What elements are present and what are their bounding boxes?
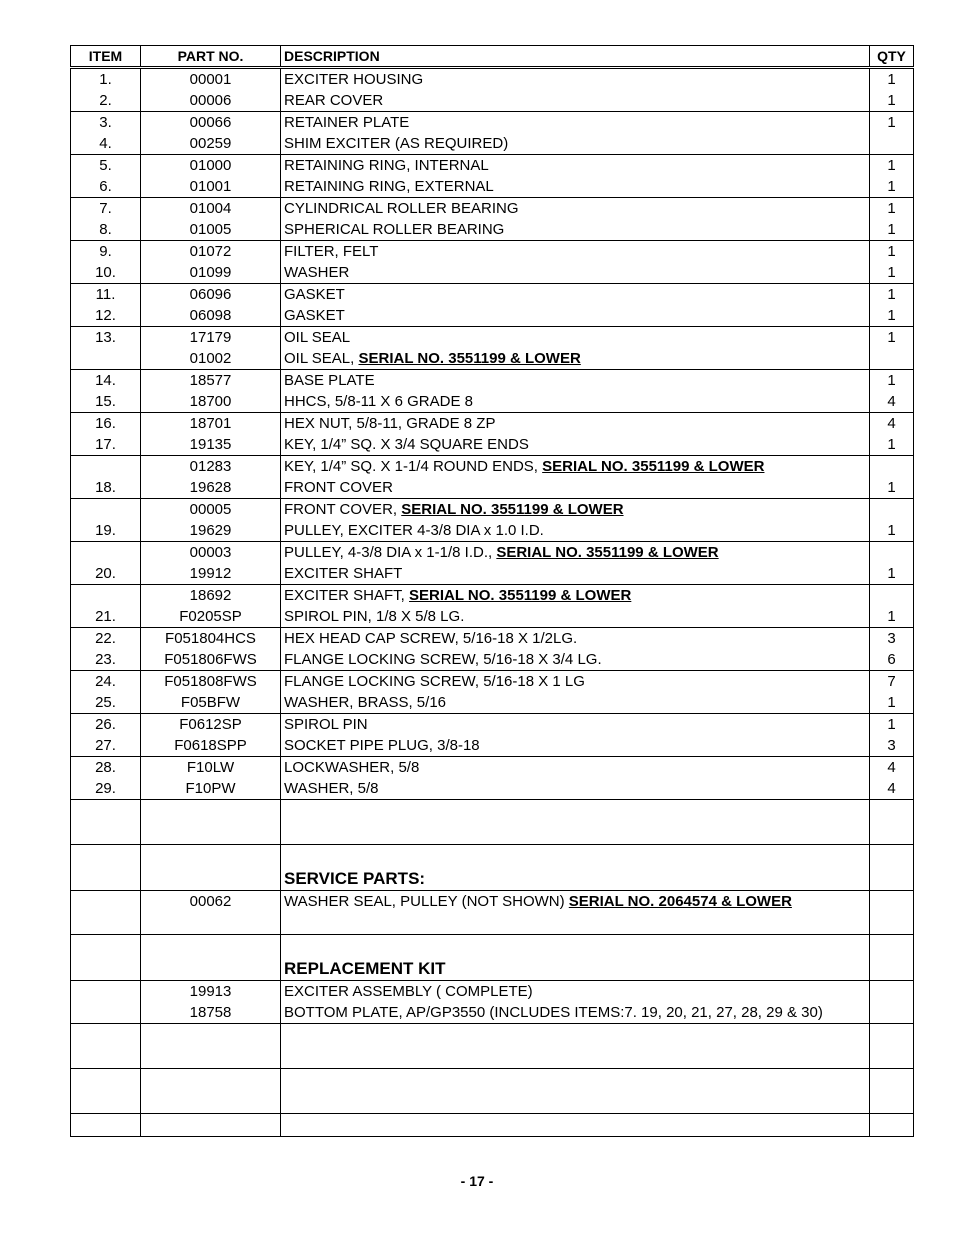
part-description: OIL SEAL <box>281 327 870 349</box>
table-row <box>71 327 914 349</box>
part-description: SPIROL PIN <box>281 714 870 736</box>
item-header: ITEM <box>71 46 141 68</box>
table-row <box>71 778 914 800</box>
service-parts-heading: SERVICE PARTS: <box>281 845 870 891</box>
part-number: 19629 <box>141 520 281 542</box>
quantity: 1 <box>870 112 914 134</box>
part-description: BOTTOM PLATE, AP/GP3550 (INCLUDES ITEMS:7. 19, 20, 21, 27, 28, 29 & 30) <box>281 1002 870 1024</box>
part-number: 06096 <box>141 284 281 306</box>
item-number: 27. <box>71 735 141 757</box>
part-number: 01002 <box>141 348 281 370</box>
serial-note: SERIAL NO. 3551199 & LOWER <box>542 458 765 475</box>
quantity: 1 <box>870 68 914 91</box>
table-row <box>71 348 914 370</box>
table-row <box>71 198 914 220</box>
parts-group <box>71 198 914 241</box>
part-number: 19628 <box>141 477 281 499</box>
table-row <box>71 1002 914 1024</box>
item-number: 11. <box>71 284 141 306</box>
part-number: F051806FWS <box>141 649 281 671</box>
part-number: F0618SPP <box>141 735 281 757</box>
part-description: OIL SEAL, SERIAL NO. 3551199 & LOWER <box>281 348 870 370</box>
item-number: 6. <box>71 176 141 198</box>
part-description: EXCITER SHAFT, SERIAL NO. 3551199 & LOWER <box>281 585 870 607</box>
service-parts-heading-group <box>71 845 914 891</box>
item-number: 10. <box>71 262 141 284</box>
table-row <box>71 112 914 134</box>
qty-header: QTY <box>870 46 914 68</box>
part-number: 19912 <box>141 563 281 585</box>
part-description: KEY, 1/4” SQ. X 1-1/4 ROUND ENDS, SERIAL NO. 3551199 & LOWER <box>281 456 870 478</box>
quantity: 4 <box>870 413 914 435</box>
part-number: 00003 <box>141 542 281 564</box>
parts-group <box>71 628 914 671</box>
table-row <box>71 891 914 913</box>
table-row <box>71 262 914 284</box>
part-number: 00259 <box>141 133 281 155</box>
table-row <box>71 413 914 435</box>
part-description: EXCITER ASSEMBLY ( COMPLETE) <box>281 981 870 1003</box>
quantity: 1 <box>870 241 914 263</box>
part-number: 18701 <box>141 413 281 435</box>
quantity: 6 <box>870 649 914 671</box>
quantity: 1 <box>870 370 914 392</box>
quantity: 1 <box>870 606 914 628</box>
table-row <box>71 155 914 177</box>
part-number: F051804HCS <box>141 628 281 650</box>
part-description: HEX NUT, 5/8-11, GRADE 8 ZP <box>281 413 870 435</box>
quantity <box>870 456 914 478</box>
item-number <box>71 499 141 521</box>
parts-group <box>71 68 914 112</box>
table-row <box>71 241 914 263</box>
part-description: PULLEY, 4-3/8 DIA x 1-1/8 I.D., SERIAL NO. 3551199 & LOWER <box>281 542 870 564</box>
part-number: F10PW <box>141 778 281 800</box>
parts-group <box>71 757 914 800</box>
part-number: F0205SP <box>141 606 281 628</box>
table-row <box>71 628 914 650</box>
table-row <box>71 391 914 413</box>
parts-group <box>71 585 914 628</box>
part-number: F051808FWS <box>141 671 281 693</box>
part-description: EXCITER SHAFT <box>281 563 870 585</box>
replacement-kit-heading-group <box>71 935 914 981</box>
quantity: 1 <box>870 284 914 306</box>
item-number: 4. <box>71 133 141 155</box>
part-description: GASKET <box>281 284 870 306</box>
table-row <box>71 714 914 736</box>
header-row <box>71 46 914 68</box>
table-row <box>71 434 914 456</box>
part-description: LOCKWASHER, 5/8 <box>281 757 870 779</box>
part-number: 18577 <box>141 370 281 392</box>
quantity: 1 <box>870 305 914 327</box>
part-number: 01283 <box>141 456 281 478</box>
table-row <box>71 671 914 693</box>
quantity <box>870 348 914 370</box>
quantity: 1 <box>870 692 914 714</box>
quantity: 1 <box>870 198 914 220</box>
parts-table <box>70 45 914 1137</box>
item-number: 5. <box>71 155 141 177</box>
spacer-group <box>71 1024 914 1069</box>
spacer-group <box>71 800 914 845</box>
item-number: 14. <box>71 370 141 392</box>
item-number: 7. <box>71 198 141 220</box>
quantity: 4 <box>870 757 914 779</box>
quantity: 1 <box>870 262 914 284</box>
parts-group <box>71 370 914 413</box>
part-number: 18758 <box>141 1002 281 1024</box>
part-number: 01001 <box>141 176 281 198</box>
part-description: SHIM EXCITER (AS REQUIRED) <box>281 133 870 155</box>
item-number: 26. <box>71 714 141 736</box>
item-number: 29. <box>71 778 141 800</box>
part-number: 17179 <box>141 327 281 349</box>
table-row <box>71 606 914 628</box>
table-row <box>71 563 914 585</box>
part-number: F05BFW <box>141 692 281 714</box>
table-row <box>71 735 914 757</box>
spacer-group <box>71 1069 914 1114</box>
part-number: 01000 <box>141 155 281 177</box>
item-number: 16. <box>71 413 141 435</box>
part-description: GASKET <box>281 305 870 327</box>
item-number: 21. <box>71 606 141 628</box>
part-description: HEX HEAD CAP SCREW, 5/16-18 X 1/2LG. <box>281 628 870 650</box>
part-description: PULLEY, EXCITER 4-3/8 DIA x 1.0 I.D. <box>281 520 870 542</box>
quantity: 1 <box>870 219 914 241</box>
part-number: 01072 <box>141 241 281 263</box>
part-description: WASHER SEAL, PULLEY (NOT SHOWN) SERIAL NO. 2064574 & LOWER <box>281 891 870 913</box>
quantity <box>870 133 914 155</box>
part-number: 01099 <box>141 262 281 284</box>
part-number: 00066 <box>141 112 281 134</box>
page-number: - 17 - <box>460 1173 494 1189</box>
quantity: 1 <box>870 477 914 499</box>
table-row <box>71 68 914 91</box>
item-number: 1. <box>71 68 141 91</box>
table-row <box>71 176 914 198</box>
part-description: FRONT COVER <box>281 477 870 499</box>
quantity: 1 <box>870 714 914 736</box>
part-description: FRONT COVER, SERIAL NO. 3551199 & LOWER <box>281 499 870 521</box>
quantity: 1 <box>870 155 914 177</box>
parts-group <box>71 456 914 499</box>
service-parts-group <box>71 891 914 935</box>
part-no-header: PART NO. <box>141 46 281 68</box>
part-description: FLANGE LOCKING SCREW, 5/16-18 X 1 LG <box>281 671 870 693</box>
table-row <box>71 133 914 155</box>
parts-group <box>71 112 914 155</box>
part-number: 00062 <box>141 891 281 913</box>
part-number: 18700 <box>141 391 281 413</box>
item-number: 20. <box>71 563 141 585</box>
replacement-kit-group <box>71 981 914 1024</box>
parts-group <box>71 327 914 370</box>
part-number: 06098 <box>141 305 281 327</box>
item-number: 22. <box>71 628 141 650</box>
table-row <box>71 585 914 607</box>
part-number: 01004 <box>141 198 281 220</box>
parts-group <box>71 413 914 456</box>
serial-note: SERIAL NO. 3551199 & LOWER <box>401 501 624 518</box>
item-number <box>71 456 141 478</box>
quantity: 3 <box>870 628 914 650</box>
parts-group <box>71 284 914 327</box>
quantity: 4 <box>870 391 914 413</box>
parts-group <box>71 241 914 284</box>
table-row <box>71 520 914 542</box>
part-description: WASHER, BRASS, 5/16 <box>281 692 870 714</box>
parts-group <box>71 155 914 198</box>
table-row <box>71 649 914 671</box>
quantity: 4 <box>870 778 914 800</box>
table-row <box>71 499 914 521</box>
quantity: 1 <box>870 327 914 349</box>
part-number: F10LW <box>141 757 281 779</box>
part-description: RETAINING RING, INTERNAL <box>281 155 870 177</box>
part-number: 19913 <box>141 981 281 1003</box>
item-number <box>71 542 141 564</box>
item-number: 9. <box>71 241 141 263</box>
part-description: HHCS, 5/8-11 X 6 GRADE 8 <box>281 391 870 413</box>
part-description: CYLINDRICAL ROLLER BEARING <box>281 198 870 220</box>
quantity: 1 <box>870 434 914 456</box>
serial-note: SERIAL NO. 2064574 & LOWER <box>568 893 792 910</box>
parts-group <box>71 714 914 757</box>
part-number: 19135 <box>141 434 281 456</box>
replacement-kit-heading: REPLACEMENT KIT <box>281 935 870 981</box>
table-row <box>71 477 914 499</box>
item-number <box>71 585 141 607</box>
item-number: 25. <box>71 692 141 714</box>
serial-note: SERIAL NO. 3551199 & LOWER <box>409 587 632 604</box>
item-number: 19. <box>71 520 141 542</box>
part-description: WASHER <box>281 262 870 284</box>
item-number: 15. <box>71 391 141 413</box>
quantity <box>870 542 914 564</box>
quantity <box>870 499 914 521</box>
part-description: BASE PLATE <box>281 370 870 392</box>
part-number: 00005 <box>141 499 281 521</box>
item-number: 12. <box>71 305 141 327</box>
parts-group <box>71 542 914 585</box>
table-row <box>71 219 914 241</box>
part-description: RETAINING RING, EXTERNAL <box>281 176 870 198</box>
table-row <box>71 692 914 714</box>
serial-note: SERIAL NO. 3551199 & LOWER <box>358 350 581 367</box>
part-description: FILTER, FELT <box>281 241 870 263</box>
quantity: 7 <box>870 671 914 693</box>
item-number: 24. <box>71 671 141 693</box>
table-row <box>71 90 914 112</box>
spacer-group <box>71 1114 914 1137</box>
part-description: SPHERICAL ROLLER BEARING <box>281 219 870 241</box>
table-row <box>71 456 914 478</box>
item-number: 17. <box>71 434 141 456</box>
part-description: FLANGE LOCKING SCREW, 5/16-18 X 3/4 LG. <box>281 649 870 671</box>
item-number: 2. <box>71 90 141 112</box>
quantity: 1 <box>870 520 914 542</box>
part-description: WASHER, 5/8 <box>281 778 870 800</box>
part-description: SOCKET PIPE PLUG, 3/8-18 <box>281 735 870 757</box>
quantity: 1 <box>870 90 914 112</box>
table-row <box>71 284 914 306</box>
part-description: RETAINER PLATE <box>281 112 870 134</box>
quantity: 1 <box>870 563 914 585</box>
item-number: 18. <box>71 477 141 499</box>
quantity <box>870 585 914 607</box>
quantity: 3 <box>870 735 914 757</box>
serial-note: SERIAL NO. 3551199 & LOWER <box>496 544 719 561</box>
part-number: 00001 <box>141 68 281 91</box>
table-row <box>71 981 914 1003</box>
part-description: REAR COVER <box>281 90 870 112</box>
parts-group <box>71 499 914 542</box>
item-number: 8. <box>71 219 141 241</box>
table-row <box>71 757 914 779</box>
part-description: KEY, 1/4” SQ. X 3/4 SQUARE ENDS <box>281 434 870 456</box>
part-number: 00006 <box>141 90 281 112</box>
item-number: 3. <box>71 112 141 134</box>
parts-group <box>71 671 914 714</box>
item-number: 23. <box>71 649 141 671</box>
part-number: F0612SP <box>141 714 281 736</box>
part-number: 01005 <box>141 219 281 241</box>
part-description: EXCITER HOUSING <box>281 68 870 91</box>
table-row <box>71 370 914 392</box>
table-row <box>71 542 914 564</box>
part-description: SPIROL PIN, 1/8 X 5/8 LG. <box>281 606 870 628</box>
part-number: 18692 <box>141 585 281 607</box>
item-number <box>71 348 141 370</box>
quantity: 1 <box>870 176 914 198</box>
description-header: DESCRIPTION <box>281 46 870 68</box>
item-number: 13. <box>71 327 141 349</box>
table-row <box>71 305 914 327</box>
item-number: 28. <box>71 757 141 779</box>
